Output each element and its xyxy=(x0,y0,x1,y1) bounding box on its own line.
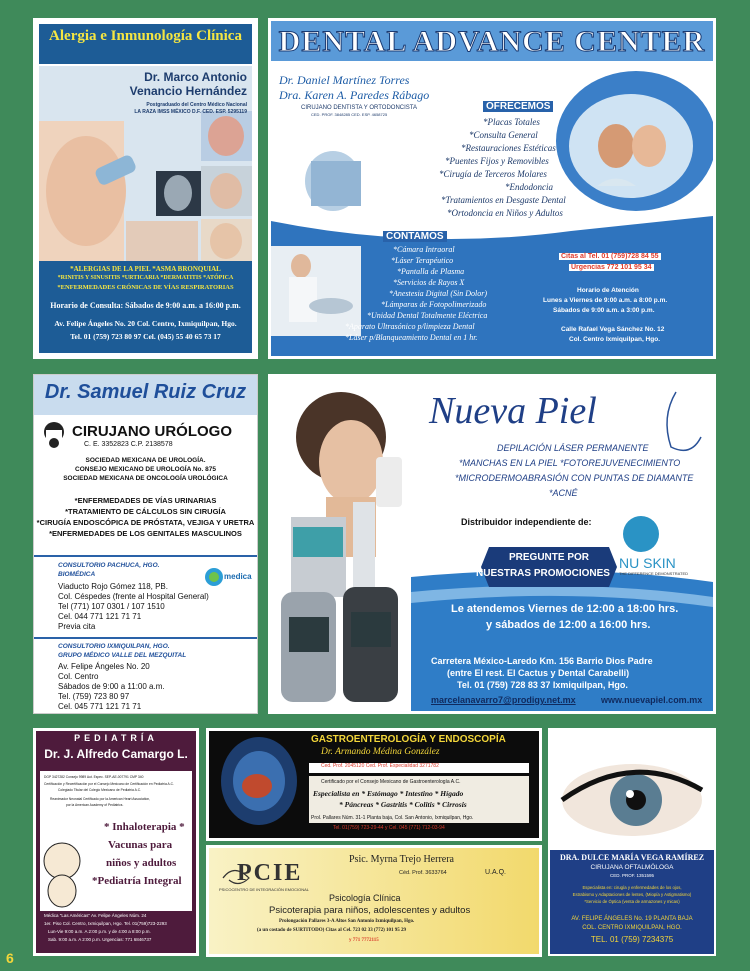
ad-urologo-office2-title2: GRUPO MÉDICO VALLE DEL MEZQUITAL xyxy=(58,652,187,659)
dental-offer-item: *Puentes Fijos y Removibles xyxy=(445,156,549,166)
ad-pediatria-addr-1: Médica "Las Américas" Av. Felipe Ángeles Núm. 24 xyxy=(44,913,147,918)
ad-psicologia-addr-2: (a un costado de SURTITODO) Citas al Cel. 723 02 33 (772) 101 95 29 xyxy=(257,928,407,933)
ad-nuevapiel-brand: Nueva Piel xyxy=(429,390,597,432)
ad-psicologia-addr-1: Prolongación Pallares 3-A Altos San Antonio Ixmiquilpan, Hgo. xyxy=(279,919,415,924)
ad-nuevapiel xyxy=(268,374,716,714)
ad-nuevapiel-nuskin-tag: THE DIFFERENCE DEMONSTRATED xyxy=(619,571,689,576)
ad-nuevapiel-distributor: Distribuidor independiente de: xyxy=(461,517,592,527)
dental-offer-item: *Endodoncia xyxy=(505,182,553,192)
uro-office2-line: Col. Centro xyxy=(58,672,99,681)
ad-alergia-info xyxy=(39,261,252,353)
ad-alergia-cred-1: Postgraduado del Centro Médico Nacional xyxy=(146,102,247,108)
ad-alergia-address: Av. Felipe Ángeles No. 20 Col. Centro, Ixmiquilpan, Hgo. xyxy=(54,319,237,328)
ad-alergia-doctor-2: Venancio Hernández xyxy=(129,84,247,98)
ad-dental-address-2: Col. Centro Ixmiquilpan, Hgo. xyxy=(569,336,660,343)
ad-pediatria-cert-1: Certificación y Recertificación por el Consejo Mexicano de Certificación en Pediatría A.C. xyxy=(44,782,174,786)
ad-pediatria-ced: DGP 3427282 Consejo 9989 Aut. Espec. SEP-AE-007791 CMP 340 xyxy=(44,775,144,779)
uro-office1-line: Tel (771) 107 0301 / 107 1510 xyxy=(58,602,165,611)
uro-office1-line: Col. Céspedes (frente al Hospital General) xyxy=(58,592,209,601)
dental-offer-item: *Ortodoncia en Niños y Adultos xyxy=(447,208,563,218)
ad-nuevapiel-promo-1: PREGUNTE POR xyxy=(508,552,589,563)
uro-service-item: *CIRUGÍA ENDOSCÓPICA DE PRÓSTATA, VEJIGA Y URETRA xyxy=(36,518,255,527)
uro-service-item: *ENFERMEDADES DE LOS GENITALES MASCULINOS xyxy=(49,529,242,538)
ad-gastro-cert: Certificado por el Consejo Mexicano de Gastroenterología A.C. xyxy=(321,779,461,785)
nuevapiel-service-item: DEPILACIÓN LÁSER PERMANENTE xyxy=(497,443,649,453)
uro-office2-line: Cel. 045 771 121 71 71 xyxy=(58,702,142,711)
uro-office2-line: Av. Felipe Ángeles No. 20 xyxy=(58,662,150,671)
ad-nuevapiel-promo-2: NUESTRAS PROMOCIONES xyxy=(476,568,610,579)
ad-psicologia-area: Psicología Clínica xyxy=(329,893,401,903)
ad-psicologia-logo: PCIE xyxy=(237,860,303,886)
nuevapiel-service-item: *ACNÉ xyxy=(549,488,578,498)
ad-gastro-addr: Prol. Pallares Núm. 31-1 Planta baja, Col. San Antonio, Ixmiquilpan, Hgo. xyxy=(311,815,474,821)
ad-dental-offer-heading: OFRECEMOS xyxy=(483,101,553,112)
ad-gastro xyxy=(206,728,542,841)
dental-offer-item: *Restauraciones Estéticas xyxy=(461,143,556,153)
ad-dental-title: DENTAL ADVANCE CENTER xyxy=(278,25,706,58)
ad-psicologia-services: Psicoterapia para niños, adolescentes y adultos xyxy=(269,905,471,916)
dental-offer-item: *Placas Totales xyxy=(483,117,540,127)
pediatria-service-item: Vacunas para xyxy=(108,839,173,851)
uro-service-item: *ENFERMEDADES DE VÍAS URINARIAS xyxy=(74,496,217,505)
ad-psicologia-addr-3: y 771 7772115 xyxy=(349,938,379,943)
ad-pediatria-addr-2: 1er. Piso Col. Centro, Ixmiquilpan, Hgo. Tel. 01(759)723-2293 xyxy=(44,921,167,926)
ad-oftalmologia-desc-3: *Servicio de Óptica (venta de armazones y micas) xyxy=(584,899,680,904)
page-number: 6 xyxy=(6,950,14,966)
dental-have-item: *Aparato Ultrasónico p/limpieza Dental xyxy=(345,322,475,331)
ad-nuevapiel-hours-1: Le atendemos Viernes de 12:00 a 18:00 hrs. xyxy=(451,603,679,615)
ad-nuevapiel-nuskin: NU SKIN xyxy=(619,555,676,571)
ad-psicologia-name: Psic. Myrna Trejo Herrera xyxy=(349,854,454,865)
ad-alergia-title: Alergia e Inmunología Clínica xyxy=(49,28,242,44)
ad-nuevapiel-address-1: Carretera México-Laredo Km. 156 Barrio Dios Padre xyxy=(431,656,653,666)
dental-have-item: *Lámparas de Fotopolimerizado xyxy=(381,300,487,309)
dental-offer-item: *Consulta General xyxy=(469,130,538,140)
ad-pediatria-cert-2: Colegiado Titular del Colegio Mexicano de Pediatría A.C. xyxy=(58,788,142,792)
ad-alergia-phones: Tel. 01 (759) 723 80 97 Cel. (045) 55 40 65 73 17 xyxy=(70,332,221,341)
ad-alergia-hours: Horario de Consulta: Sábados de 9:00 a.m. a 16:00 p.m. xyxy=(50,301,241,310)
uro-office2-line: Tel. (759) 723 80 97 xyxy=(58,692,130,701)
ad-nuevapiel-address-2: (entre El rest. El Cactus y Dental Carabelli) xyxy=(447,668,630,678)
ad-oftalmologia-addr-1: AV. FELIPE ÁNGELES No. 19 PLANTA BAJA xyxy=(571,916,693,922)
ad-dental-cedulas: CED. PROF. 3848285 CED. ESP. 4658725 xyxy=(311,112,388,117)
ad-psicologia-uaq: U.A.Q. xyxy=(485,869,507,876)
ad-pediatria-cert-4: por la American Academy of Pediatrics. xyxy=(66,803,124,807)
ad-alergia xyxy=(33,18,258,359)
ad-dental-specialty: CIRUJANO DENTISTA Y ORTODONCISTA xyxy=(301,105,418,111)
ad-dental-doctor-1: Dr. Daniel Martínez Torres xyxy=(279,73,410,87)
ad-pediatria-addr-4: Sab. 9:00 a.m. A 2:00 p.m. Urgencias: 771 6846737 xyxy=(48,937,152,942)
ad-psicologia-logo-sub: PSICOCENTRO DE INTEGRACIÓN EMOCIONAL xyxy=(219,887,310,892)
pediatria-service-item: * Inhaloterapia * xyxy=(104,821,185,833)
ad-psicologia xyxy=(206,845,542,957)
ad-gastro-title: GASTROENTEROLOGÍA Y ENDOSCOPÍA xyxy=(311,734,506,745)
ad-urologo-soc-1: SOCIEDAD MEXICANA DE UROLOGÍA. xyxy=(85,457,206,464)
dental-have-item: *Unidad Dental Totalmente Eléctrica xyxy=(367,311,488,320)
ad-gastro-doctor: Dr. Armando Médina González xyxy=(321,747,440,757)
ad-pediatria xyxy=(33,728,199,956)
ad-pediatria-cert-3: Reanimador Neonatal Certificado por la American Heart Association, xyxy=(50,797,151,801)
ad-dental-have-heading: CONTAMOS xyxy=(383,231,447,242)
ad-urologo xyxy=(33,374,258,714)
uro-service-item: *TRATAMIENTO DE CÁLCULOS SIN CIRUGÍA xyxy=(65,507,226,516)
ad-gastro-cedulas: Ced. Prof. 2045120 Ced. Prof. Especialidad 3271782 xyxy=(321,763,439,769)
ad-dental-urgencias: Urgencias 772 101 95 34 xyxy=(571,264,652,271)
ad-dental-hours-1: Lunes a Viernes de 9:00 a.m. a 8:00 p.m. xyxy=(543,297,668,304)
nuevapiel-service-item: *MANCHAS EN LA PIEL *FOTOREJUVENECIMIENTO xyxy=(459,458,681,468)
ad-alergia-services-1: *ALERGIAS DE LA PIEL *ASMA BRONQUIAL xyxy=(70,265,221,273)
ad-nuevapiel-email[interactable]: marcelanavarro7@prodigy.net.mx xyxy=(431,695,576,705)
ad-dental-address-1: Calle Rafael Vega Sánchez No. 12 xyxy=(561,326,665,333)
nuevapiel-service-item: *MICRODERMOABRASIÓN CON PUNTAS DE DIAMANTE xyxy=(455,473,694,483)
ad-urologo-logo: medica xyxy=(224,572,252,581)
ad-dental-hours-title: Horario de Atención xyxy=(577,287,639,294)
ad-alergia-cred-2: LA RAZA IMSS MÉXICO D.F. CED. ESP. 5295119 xyxy=(134,109,247,115)
ad-urologo-name: Dr. Samuel Ruiz Cruz xyxy=(44,381,247,403)
dental-offer-item: *Cirugía de Terceros Molares xyxy=(439,169,547,179)
ad-gastro-spec-2: * Páncreas * Gastritis * Colitis * Cirrosis xyxy=(339,800,467,809)
ad-gastro-spec-1: Especialista en * Estómago * Intestino * Hígado xyxy=(313,789,464,798)
uro-office1-line: Viaducto Rojo Gómez 118, PB. xyxy=(58,582,168,591)
dental-have-item: *Láser p/Blanqueamiento Dental en 1 hr. xyxy=(345,333,478,342)
ad-dental-hours-2: Sábados de 9:00 a.m. a 3:00 p.m. xyxy=(553,307,655,314)
ad-urologo-soc-2: CONSEJO MEXICANO DE UROLOGÍA No. 875 xyxy=(75,466,216,473)
ad-urologo-office2-title1: CONSULTORIO IXMIQUILPAN, HGO. xyxy=(58,643,170,650)
uro-office1-line: Previa cita xyxy=(58,622,96,631)
ad-dental-citas: Citas al Tel. 01 (759)728 84 55 xyxy=(561,253,659,260)
ad-nuevapiel-web[interactable]: www.nuevapiel.com.mx xyxy=(601,695,703,705)
ad-urologo-office1-title2: BIOMÉDICA xyxy=(58,571,96,578)
ad-nuevapiel-phone: Tel. 01 (759) 728 83 37 Ixmiquilpan, Hgo. xyxy=(457,680,628,690)
dental-have-item: *Anestesia Digital (Sin Dolor) xyxy=(389,289,487,298)
ad-dental xyxy=(268,18,716,359)
ad-oftalmologia-addr-2: COL. CENTRO IXMIQUILPAN, HGO. xyxy=(582,925,682,931)
dental-have-item: *Pantalla de Plasma xyxy=(397,267,465,276)
dental-offer-item: *Tratamientos en Desgaste Dental xyxy=(441,195,566,205)
ad-pediatria-heading: PEDIATRÍA xyxy=(74,733,158,743)
ad-urologo-soc-3: SOCIEDAD MEXICANA DE ONCOLOGÍA UROLÓGICA xyxy=(63,475,228,482)
dental-have-item: *Láser Terapéutico xyxy=(391,256,454,265)
ad-dental-doctor-2: Dra. Karen A. Paredes Rábago xyxy=(279,88,430,102)
pediatria-service-item: niños y adultos xyxy=(106,857,177,869)
ad-psicologia-ced: Céd. Prof. 3633764 xyxy=(399,870,447,876)
uro-office2-line: Sábados de 9:00 a 11:00 a.m. xyxy=(58,682,165,691)
ad-oftalmologia xyxy=(548,728,716,956)
ad-oftalmologia-doctor: DRA. DULCE MARÍA VEGA RAMÍREZ xyxy=(559,853,705,862)
ad-oftalmologia-desc-1: Especialista en: cirugía y enfermedades de los ojos, xyxy=(582,885,682,890)
ad-nuevapiel-hours-2: y sábados de 12:00 a 16:00 hrs. xyxy=(486,619,651,631)
ad-oftalmologia-phone: TEL. 01 (759) 7234375 xyxy=(590,935,674,944)
ad-pediatria-doctor: Dr. J. Alfredo Camargo L. xyxy=(44,747,188,761)
ad-urologo-office1-title1: CONSULTORIO PACHUCA, HGO. xyxy=(58,562,160,569)
ad-alergia-services-2: *RINITIS Y SINUSITIS *URTICARIA *DERMATITIS *ATÓPICA xyxy=(57,275,234,281)
ad-urologo-cedulas: C. E. 3352823 C.P. 2138578 xyxy=(84,441,173,448)
dental-have-item: *Servicios de Rayos X xyxy=(393,278,465,287)
ad-oftalmologia-ced: CED. PROF. 1351595 xyxy=(609,873,655,878)
pediatria-service-item: *Pediatría Integral xyxy=(92,875,182,887)
ad-alergia-doctor-1: Dr. Marco Antonio xyxy=(144,70,247,84)
ad-alergia-services-3: *ENFERMEDADES CRÓNICAS DE VÍAS RESPIRATORIAS xyxy=(57,284,234,291)
ad-gastro-phone: Tel. 01(759) 723-29-44 y Cel. 045 (771) 712-03-94 xyxy=(333,825,445,831)
dental-have-item: *Cámara Intraoral xyxy=(393,245,455,254)
ad-oftalmologia-specialty: CIRUJANA OFTALMÓLOGA xyxy=(590,864,674,871)
ad-pediatria-addr-3: Lun-Vie 9:00 a.m. A 2:00 p.m. y de 4:00 a 8:00 p.m. xyxy=(48,929,151,934)
ad-urologo-title: CIRUJANO URÓLOGO xyxy=(72,423,233,440)
ad-oftalmologia-desc-2: Estrabismo y Adaptaciones de lentes, (Miopía y Astigmatismo) xyxy=(572,892,692,897)
ad-dental-background xyxy=(271,21,713,356)
uro-office1-line: Cel. 044 771 121 71 71 xyxy=(58,612,142,621)
